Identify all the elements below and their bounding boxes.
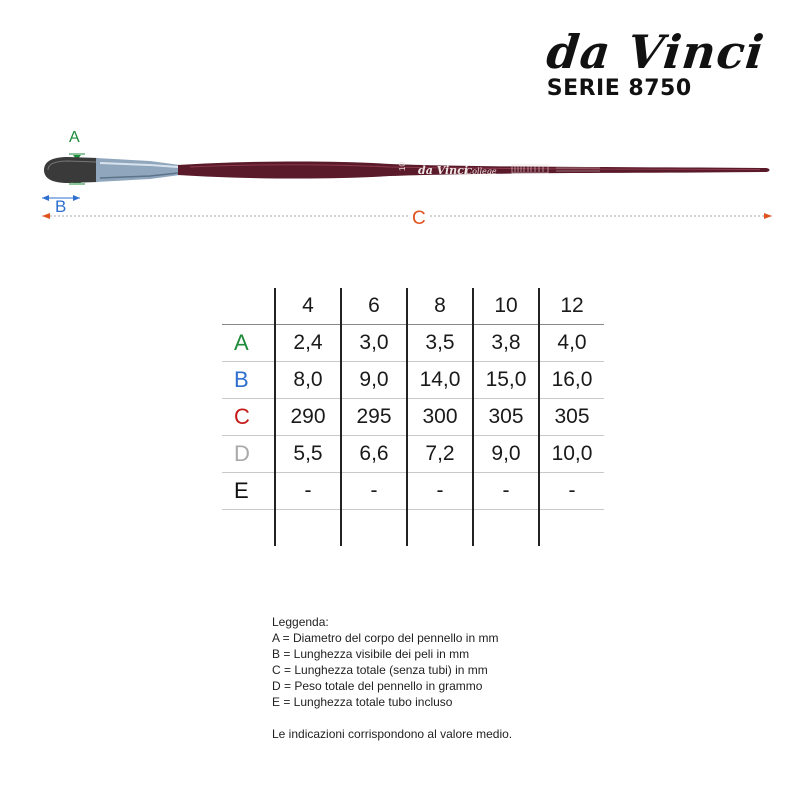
column-header: 12 [539,288,604,325]
legend-item: C = Lunghezza totale (senza tubi) in mm [272,663,488,677]
column-header: 8 [407,288,473,325]
brush-imprint-size: 10 [398,162,407,171]
table-cell: 9,0 [341,362,407,399]
table-empty-cell [473,510,539,547]
table-cell: 2,4 [275,325,341,362]
table-cell: 14,0 [407,362,473,399]
dimension-c-arrow [42,213,772,219]
table-empty-cell [222,510,275,547]
table-cell: 9,0 [473,436,539,473]
table-cell: 295 [341,399,407,436]
table-corner [222,288,275,325]
legend-note: Le indicazioni corrispondono al valore medio. [272,727,513,741]
dimension-b-label: B [55,197,67,216]
table-empty-cell [275,510,341,547]
table-cell: - [341,473,407,510]
brand-logo: da Vinci [543,25,767,79]
legend-item: D = Peso totale del pennello in grammo [272,679,483,693]
row-label: C [222,399,275,436]
table-cell: 16,0 [539,362,604,399]
brush-imprint-line: College [466,167,497,176]
spec-table [222,288,604,546]
table-cell: 290 [275,399,341,436]
table-cell: 6,6 [341,436,407,473]
dimension-a-label: A [69,129,80,146]
table-cell: 305 [539,399,604,436]
table-empty-cell [407,510,473,547]
brush-imprint-logo: da Vinci [418,164,469,177]
table-row [222,362,604,399]
table-row [222,325,604,362]
column-header: 10 [473,288,539,325]
column-header: 4 [275,288,341,325]
table-empty-cell [341,510,407,547]
legend [272,614,512,742]
table-cell: 3,0 [341,325,407,362]
row-label: A [222,325,275,362]
table-row [222,436,604,473]
legend-item: B = Lunghezza visibile dei peli in mm [272,647,470,661]
table-cell: 5,5 [275,436,341,473]
table-row [222,473,604,510]
table-cell: - [539,473,604,510]
legend-item: A = Diametro del corpo del pennello in mm [272,631,499,645]
table-cell: - [275,473,341,510]
brand-block [543,25,767,101]
table-cell: 305 [473,399,539,436]
brush-illustration [0,120,800,230]
table-cell: 3,8 [473,325,539,362]
table-cell: 300 [407,399,473,436]
table-cell: 15,0 [473,362,539,399]
table-cell: 3,5 [407,325,473,362]
table-cell: 10,0 [539,436,604,473]
row-label: E [222,473,275,510]
table-cell: 4,0 [539,325,604,362]
table-cell: 7,2 [407,436,473,473]
table-cell: 8,0 [275,362,341,399]
table-row [222,399,604,436]
legend-item: E = Lunghezza totale tubo incluso [272,695,453,709]
table-cell: - [407,473,473,510]
table-empty-row [222,510,604,547]
table-empty-cell [539,510,604,547]
row-label: B [222,362,275,399]
dimension-c-label: C [412,208,426,229]
series-title: SERIE 8750 [546,76,692,101]
column-header: 6 [341,288,407,325]
table-header-row [222,288,604,325]
table-cell: - [473,473,539,510]
legend-title: Leggenda: [272,615,329,629]
row-label: D [222,436,275,473]
